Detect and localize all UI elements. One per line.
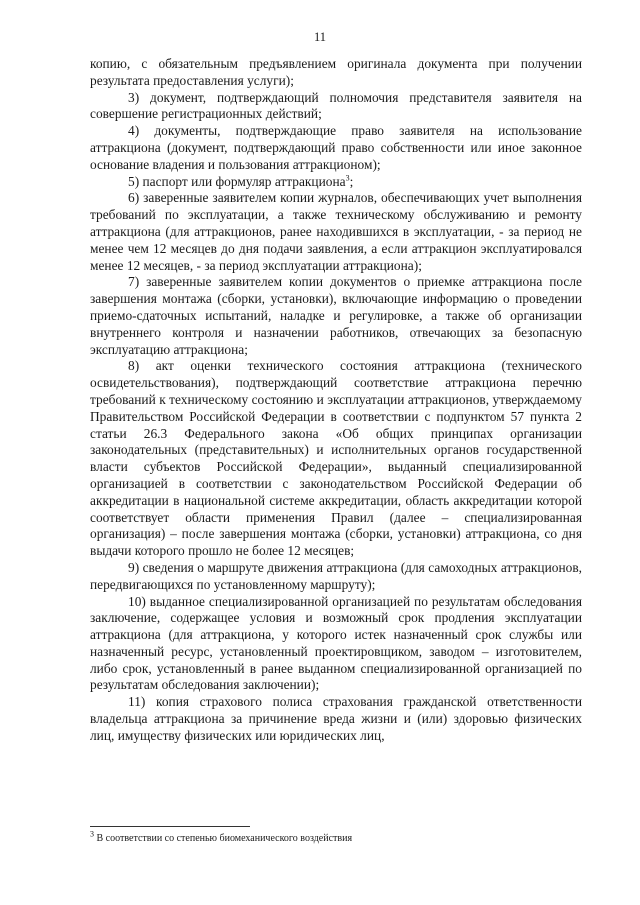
list-item-11: 11) копия страхового полиса страхования гражданской ответственности владельца аттракциона за причинение вреда жизни и (или) здоровью физических лиц, имуществу физических или юридических лиц, — [90, 694, 582, 743]
paragraph-continuation: копию, с обязательным предъявлением оригинала документа при получении результата предоставления услуги); — [90, 56, 582, 88]
page-body — [90, 56, 582, 745]
footnote-reference: 3 — [345, 173, 350, 183]
list-item-5-punct: ; — [349, 173, 354, 189]
list-item-3: 3) документ, подтверждающий полномочия представителя заявителя на совершение регистрационных действий; — [90, 89, 582, 122]
list-item-8: 8) акт оценки технического состояния аттракциона (технического освидетельствования), подтверждающий соответствие аттракциона перечню требований к техническому состоянию и эксплуатации аттракционов, утверждаемому Правительством Российской Федерации в соответствии с подпунктом 57 пункта 2 статьи 26.3 Федерального закона «Об общих принципах организации законодательных (представительных) и исполнительных органов государственной власти субъектов Российской Федерации», выданный специализированной организацией в соответствии с законодательством Российской Федерации об аккредитации в национальной системе аккредитации, область аккредитации которой соответствует области применения Правил (далее – специализированная организация) – после завершения монтажа (сборки, установки) аттракциона, со дня выдачи которого прошло не более 12 месяцев; — [90, 358, 582, 559]
list-item-7: 7) заверенные заявителем копии документов о приемке аттракциона после завершения монтажа (сборки, установки), включающие информацию о проведении приемо-сдаточных испытаний, наладке и регулировке, а также об организации внутреннего контроля и назначении работников, отвечающих за безопасную эксплуатацию аттракциона; — [90, 274, 582, 357]
list-item-4: 4) документы, подтверждающие право заявителя на использование аттракциона (документ, подтверждающий право собственности или иное законное основание владения и пользования аттракционом); — [90, 123, 582, 172]
list-item-6: 6) заверенные заявителем копии журналов, обеспечивающих учет выполнения требований по эксплуатации, а также техническому обслуживанию и ремонту аттракциона (для аттракционов, ранее находившихся в эксплуатации, - за период не менее чем 12 месяцев до дня подачи заявления, а если аттракцион эксплуатировался менее 12 месяцев, - за период эксплуатации аттракциона); — [90, 190, 582, 273]
footnote-separator — [90, 826, 250, 827]
list-item-5-text: 5) паспорт или формуляр аттракциона — [128, 173, 346, 189]
list-item-5 — [90, 174, 582, 191]
footnote-mark: 3 — [90, 829, 94, 839]
page-number: 11 — [313, 30, 327, 44]
list-item-9: 9) сведения о маршруте движения аттракциона (для самоходных аттракционов, передвигающихся по установленному маршруту); — [90, 559, 582, 592]
footnote — [90, 829, 582, 845]
list-item-10: 10) выданное специализированной организацией по результатам обследования заключение, содержащее условия и возможный срок продления эксплуатации аттракциона (для аттракциона, у которого истек назначенный срок службы или назначенный ресурс, установленный проектировщиком, заводом – изготовителем, либо срок, установленный в ранее выданном специализированной организацией по результатам обследования заключении); — [90, 593, 582, 693]
footnote-text: В соответствии со степенью биомеханического воздействия — [94, 833, 353, 844]
